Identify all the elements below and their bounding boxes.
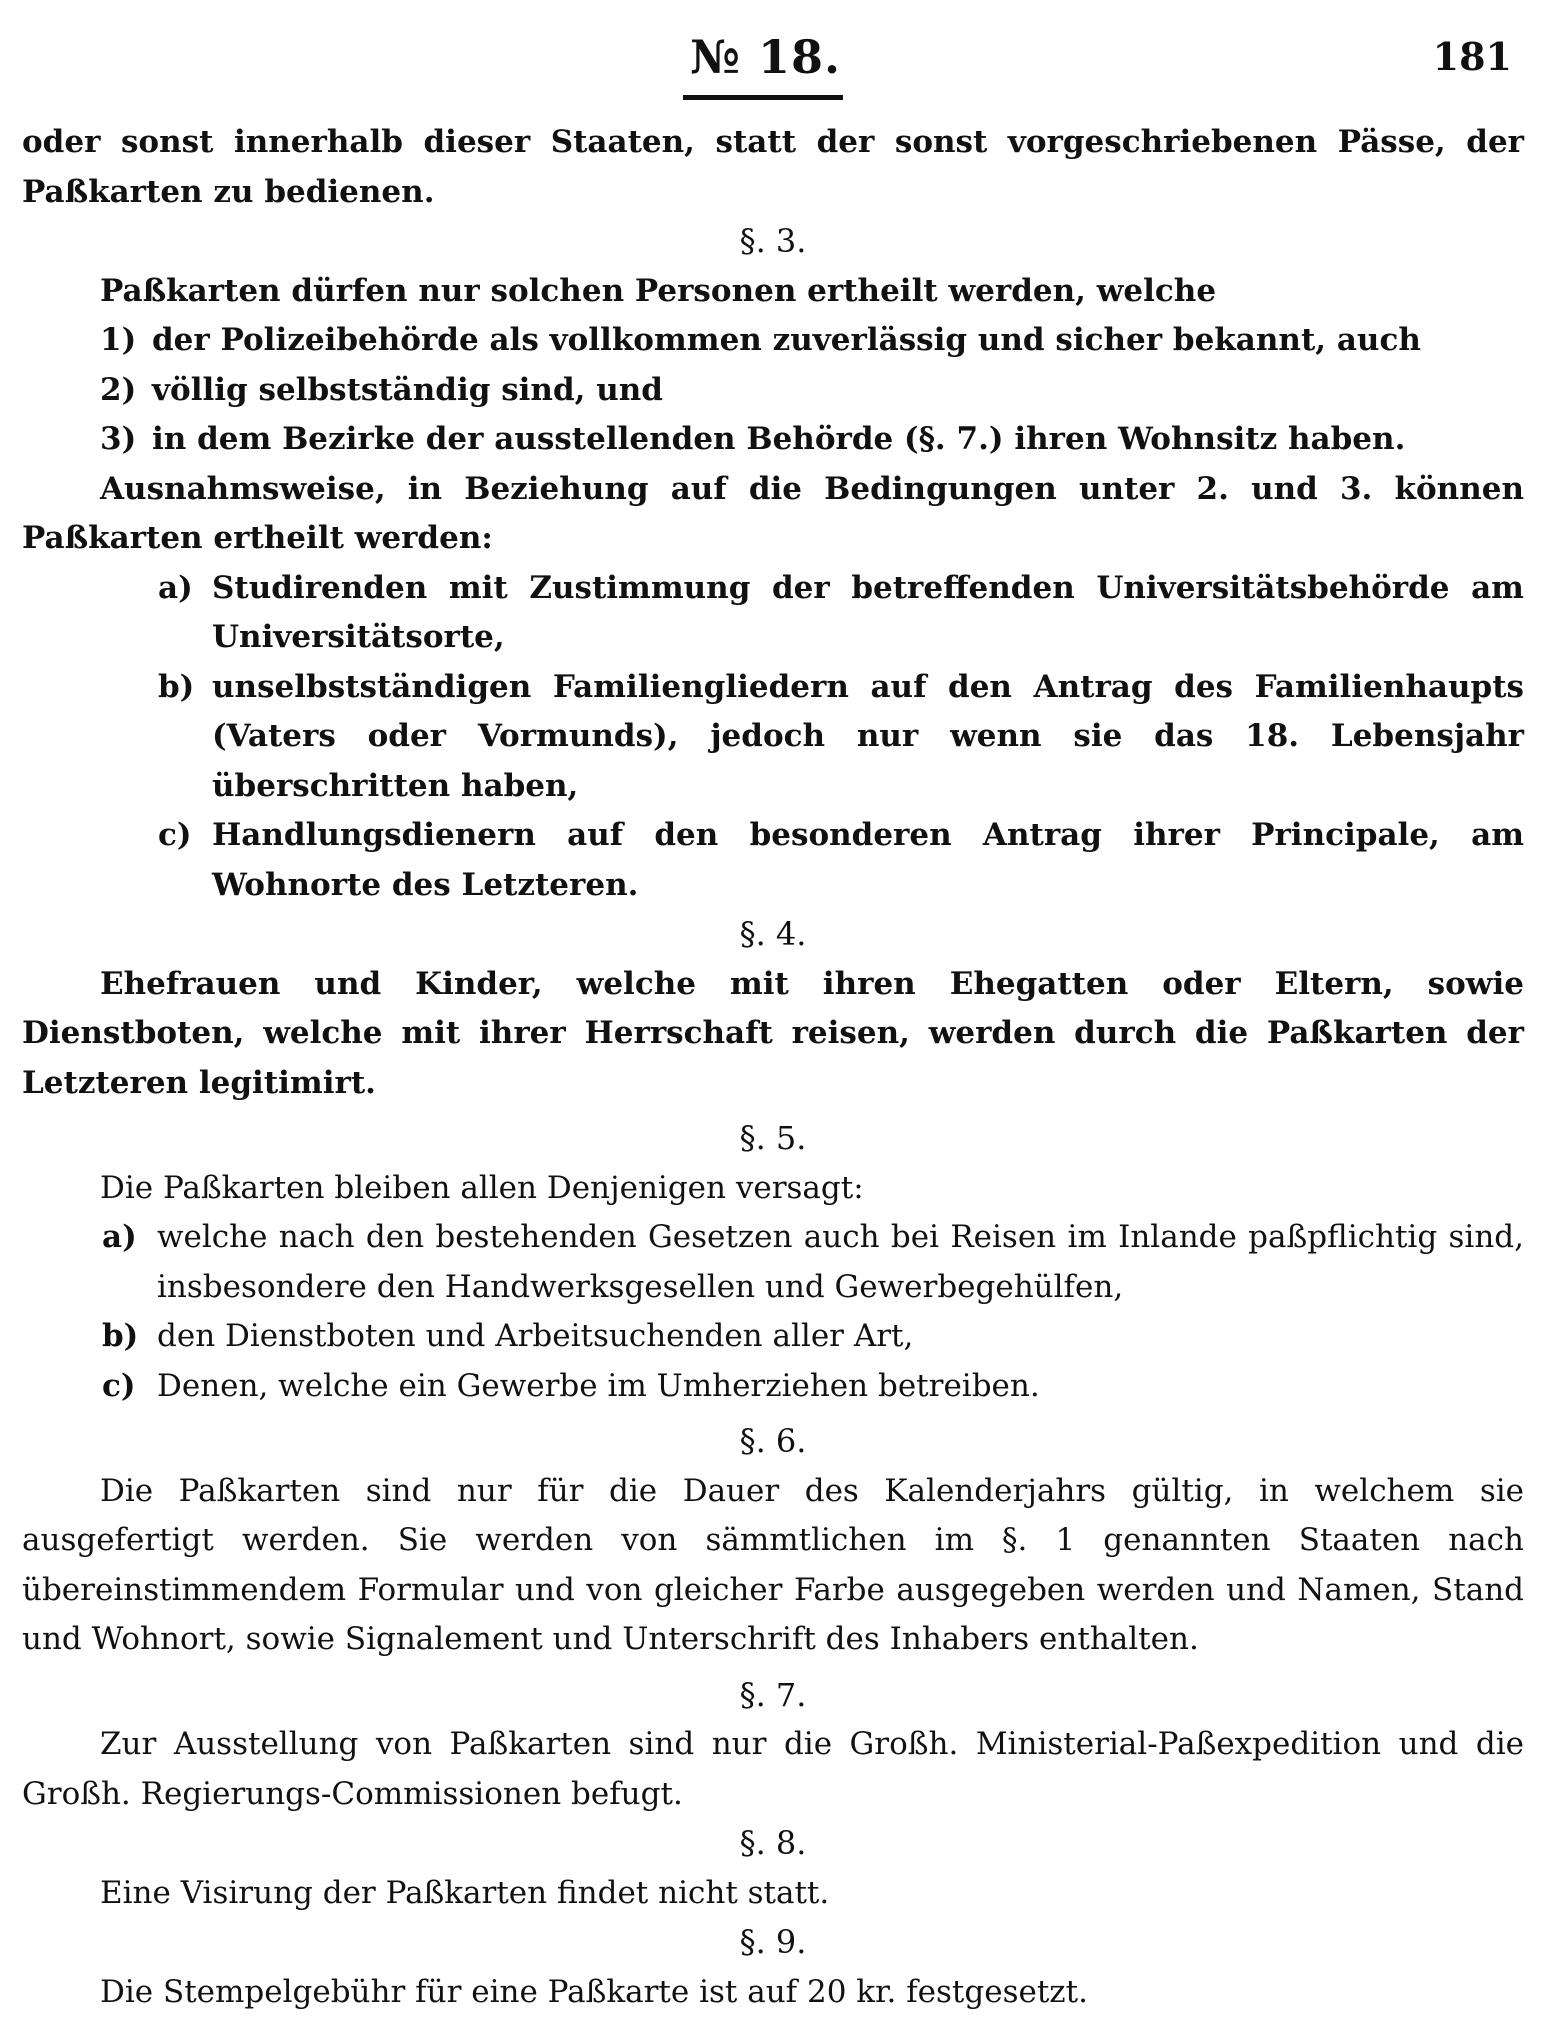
item-label: a) [102,1213,137,1263]
section-3-exception: Ausnahmsweise, in Beziehung auf die Bedingungen unter 2. und 3. können Paßkarten ertheilt werden: [22,465,1524,564]
section-5-intro: Die Paßkarten bleiben allen Denjenigen versagt: [22,1164,1524,1214]
item-label: 2) [100,366,136,416]
section-4-text: Ehefrauen und Kinder, welche mit ihren Ehegatten oder Eltern, sowie Dienstboten, welche mit ihrer Herrschaft reisen, werden durch die Paßkarten der Letzteren legitimirt. [22,960,1524,1109]
item-text: welche nach den bestehenden Gesetzen auch bei Reisen im Inlande paßpflichtig sind, insbesondere den Handwerksgesellen und Gewerbegehülfen, [157,1219,1524,1305]
section-3-sub-c [22,811,1524,910]
section-heading-6: §. 6. [22,1417,1524,1467]
section-3-item-3 [22,415,1524,465]
item-text: der Polizeibehörde als vollkommen zuverlässig und sicher bekannt, auch [152,322,1421,358]
page-number: 181 [1433,34,1512,79]
section-3-sub-a [22,564,1524,663]
document-body [22,118,1524,2017]
section-heading-9: §. 9. [22,1918,1524,1968]
section-3-intro: Paßkarten dürfen nur solchen Personen ertheilt werden, welche [22,267,1524,317]
section-3-sub-b [22,663,1524,812]
section-3-item-2 [22,366,1524,416]
section-5-item-b [22,1312,1524,1362]
section-7-text: Zur Ausstellung von Paßkarten sind nur die Großh. Ministerial-Paßexpedition und die Großh. Regierungs-Commissionen befugt. [22,1720,1524,1819]
section-8-text: Eine Visirung der Paßkarten findet nicht statt. [22,1869,1524,1919]
section-heading-4: §. 4. [22,910,1524,960]
section-heading-5: §. 5. [22,1114,1524,1164]
item-label: c) [158,811,192,861]
item-label: b) [158,663,194,713]
section-heading-7: §. 7. [22,1671,1524,1721]
section-5-item-c [22,1362,1524,1412]
continued-paragraph: oder sonst innerhalb dieser Staaten, statt der sonst vorgeschriebenen Pässe, der Paßkarten zu bedienen. [22,118,1524,217]
section-9-text: Die Stempelgebühr für eine Paßkarte ist auf 20 kr. festgesetzt. [22,1968,1524,2017]
item-text: in dem Bezirke der ausstellenden Behörde (§. 7.) ihren Wohnsitz haben. [152,421,1405,457]
section-heading-3: §. 3. [22,217,1524,267]
item-label: b) [102,1312,138,1362]
item-text: völlig selbstständig sind, und [152,372,663,408]
item-label: c) [102,1362,136,1412]
item-text: Handlungsdienern auf den besonderen Antrag ihrer Principale, am Wohnorte des Letzteren. [212,817,1524,903]
page-header [0,22,1552,92]
section-6-text: Die Paßkarten sind nur für die Dauer des Kalenderjahrs gültig, in welchem sie ausgefertigt werden. Sie werden von sämmtlichen im §. 1 genannten Staaten nach übereinstimmendem Formular und von gleicher Farbe ausgegeben werden und Namen, Stand und Wohnort, sowie Signalement und Unterschrift des Inhabers enthalten. [22,1467,1524,1665]
item-label: 1) [100,316,136,366]
section-heading-8: §. 8. [22,1819,1524,1869]
issue-underline [683,95,843,100]
item-text: Denen, welche ein Gewerbe im Umherziehen betreiben. [157,1368,1040,1404]
item-label: a) [158,564,193,614]
section-5-item-a [22,1213,1524,1312]
item-text: den Dienstboten und Arbeitsuchenden aller Art, [157,1318,913,1354]
item-text: unselbstständigen Familiengliedern auf den Antrag des Familienhaupts (Vaters oder Vormunds), jedoch nur wenn sie das 18. Lebensjahr überschritten haben, [212,669,1524,804]
item-text: Studirenden mit Zustimmung der betreffenden Universitätsbehörde am Universitätsorte, [212,570,1524,656]
section-3-item-1 [22,316,1524,366]
issue-number: № 18. [690,30,841,84]
item-label: 3) [100,415,136,465]
